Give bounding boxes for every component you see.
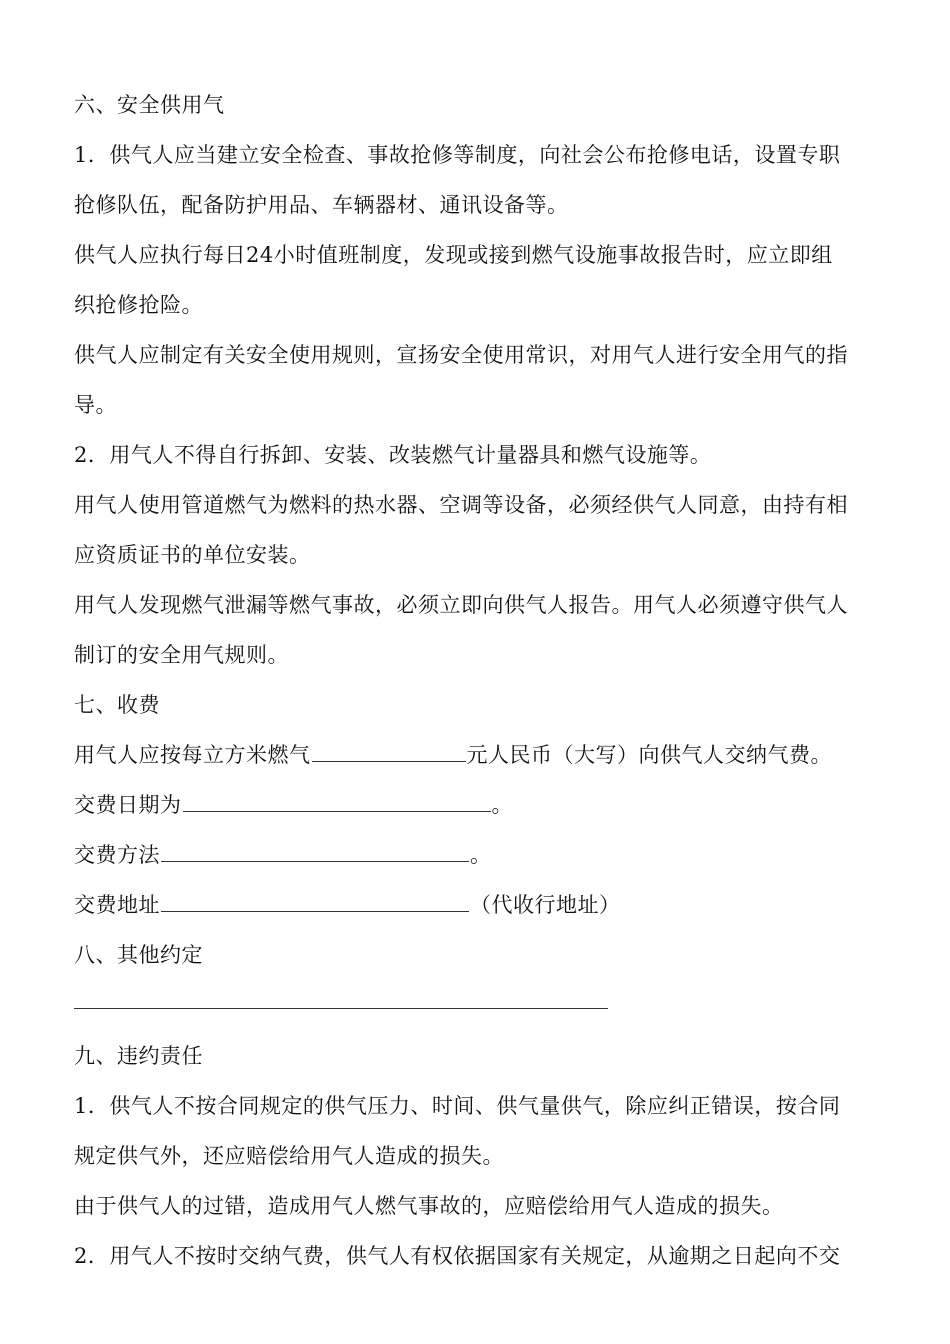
payment-date-line <box>74 780 880 830</box>
section-6-rules-line-2: 导。 <box>74 393 117 417</box>
section-9-clause-1-line-1: 1．供气人不按合同规定的供气压力、时间、供气量供气，除应纠正错误，按合同 <box>74 1094 841 1118</box>
payment-method-line <box>74 830 880 880</box>
section-6-clause-2-line-1: 2．用气人不得自行拆卸、安装、改装燃气计量器具和燃气设施等。 <box>74 443 712 467</box>
fee-rate-line <box>74 730 880 780</box>
payment-address-blank[interactable] <box>161 889 469 912</box>
section-9-clause-1-line-2: 规定供气外，还应赔偿给用气人造成的损失。 <box>74 1144 504 1168</box>
section-7-heading: 七、收费 <box>74 693 160 717</box>
section-6-rules-line-1: 供气人应制定有关安全使用规则，宣扬安全使用常识，对用气人进行安全用气的指 <box>74 343 848 367</box>
payment-date-label: 交费日期为 <box>74 793 182 817</box>
section-9-heading: 九、违约责任 <box>74 1044 203 1068</box>
payment-date-end: 。 <box>491 793 513 817</box>
other-agreement-blank[interactable] <box>74 980 608 1009</box>
payment-method-label: 交费方法 <box>74 843 160 867</box>
section-6-leak-line-2: 制订的安全用气规则。 <box>74 643 289 667</box>
section-6-appliance-line-1: 用气人使用管道燃气为燃料的热水器、空调等设备，必须经供气人同意，由持有相 <box>74 493 848 517</box>
section-6-leak-line-1: 用气人发现燃气泄漏等燃气事故，必须立即向供气人报告。用气人必须遵守供气人 <box>74 593 848 617</box>
payment-address-label: 交费地址 <box>74 893 160 917</box>
section-6-duty-line-2: 织抢修抢险。 <box>74 293 203 317</box>
section-9-clause-2-line-1: 2．用气人不按时交纳气费，供气人有权依据国家有关规定，从逾期之日起向不交 <box>74 1244 841 1268</box>
section-6-clause-1-line-2: 抢修队伍，配备防护用品、车辆器材、通讯设备等。 <box>74 193 569 217</box>
fee-rate-suffix: 元人民币（大写）向供气人交纳气费。 <box>466 743 832 767</box>
payment-address-suffix: （代收行地址） <box>470 893 621 917</box>
fee-rate-prefix: 用气人应按每立方米燃气 <box>74 743 311 767</box>
payment-date-blank[interactable] <box>183 789 491 812</box>
section-6-appliance-line-2: 应资质证书的单位安装。 <box>74 543 311 567</box>
contract-page <box>74 80 880 1281</box>
section-9-fault-line-1: 由于供气人的过错，造成用气人燃气事故的，应赔偿给用气人造成的损失。 <box>74 1194 784 1218</box>
payment-address-line <box>74 880 880 930</box>
section-6-clause-1-line-1: 1．供气人应当建立安全检查、事故抢修等制度，向社会公布抢修电话，设置专职 <box>74 143 841 167</box>
payment-method-blank[interactable] <box>161 839 469 862</box>
fee-rate-blank[interactable] <box>312 739 466 762</box>
payment-method-end: 。 <box>470 843 492 867</box>
section-6-duty-line-1: 供气人应执行每日24小时值班制度，发现或接到燃气设施事故报告时，应立即组 <box>74 243 833 267</box>
section-8-heading: 八、其他约定 <box>74 943 203 967</box>
section-6-heading: 六、安全供用气 <box>74 93 225 117</box>
